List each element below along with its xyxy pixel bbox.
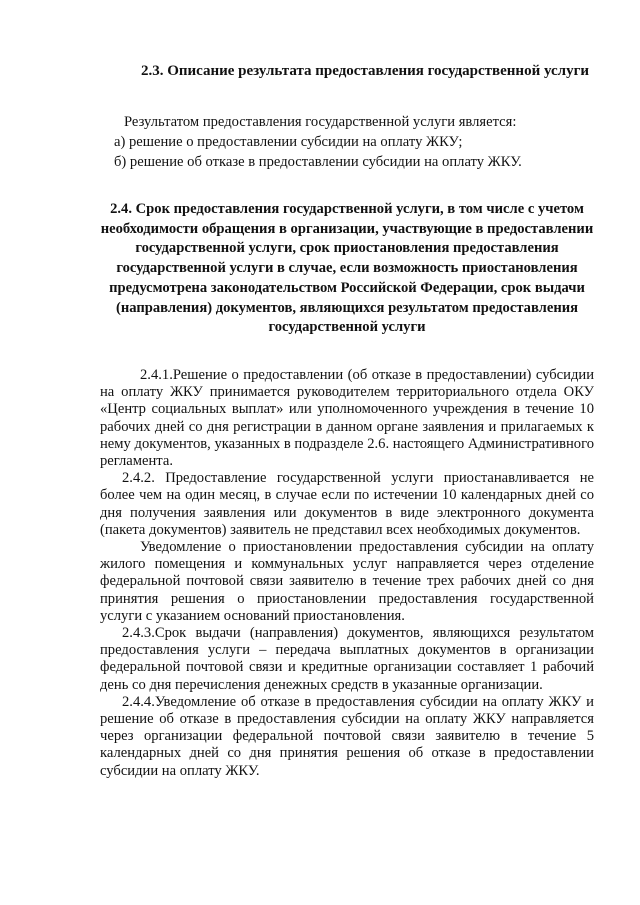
section-2-3-heading: 2.3. Описание результата предоставления государственной услуги xyxy=(140,63,590,79)
paragraph-2-4-4: 2.4.4.Уведомление об отказе в предоставления субсидии на оплату ЖКУ и решение об отказе в предоставления субсидии на оплату ЖКУ направляется через организации федеральной почтовой связи заявителю в течение 5 календарных дней со дня принятия решения об отказе в предоставлении субсидии на оплату ЖКУ. xyxy=(100,693,594,779)
result-item-b: б) решение об отказе в предоставлении субсидии на оплату ЖКУ. xyxy=(114,154,522,170)
paragraph-2-4-3: 2.4.3.Срок выдачи (направления) документов, являющихся результатом предоставления услуги – передача выплатных документов в организации федеральной почтовой связи и кредитные организации составляет 1 рабочий день со дня перечисления денежных средств в указанные организации. xyxy=(100,625,594,693)
paragraph-2-4-1: 2.4.1.Решение о предоставлении (об отказе в предоставлении) субсидии на оплату ЖКУ принимается руководителем территориального отдела ОКУ «Центр социальных выплат» или уполномоченного учреждения в течение 10 рабочих дней со дня регистрации в данном органе заявления и прилагаемых к нему документов, указанных в подразделе 2.6. настоящего Административного регламента. xyxy=(100,367,594,470)
result-item-a: а) решение о предоставлении субсидии на оплату ЖКУ; xyxy=(114,134,463,150)
paragraph-2-4-2: 2.4.2. Предоставление государственной услуги приостанавливается не более чем на один месяц, в случае если по истечении 10 календарных дней со дня получения заявления или документов в виде электронного документа (пакета документов) заявитель не представил всех необходимых документов. xyxy=(100,470,594,538)
result-description xyxy=(114,112,584,172)
section-2-4-heading: 2.4. Срок предоставления государственной услуги, в том числе с учетом необходимости обращения в организации, участвующие в предоставлении государственной услуги, срок приостановления предоставления государственной услуги в случае, если возможность приостановления предусмотрена законодательством Российской Федерации, срок выдачи (направления) документов, являющихся результатом предоставления государственной услуги xyxy=(100,201,594,336)
result-intro: Результатом предоставления государственной услуги является: xyxy=(124,114,517,130)
section-2-4-body xyxy=(100,367,594,780)
paragraph-suspension-notice: Уведомление о приостановлении предоставления субсидии на оплату жилого помещения и коммунальных услуг направляется через отделение федеральной почтовой связи заявителю в течение трех рабочих дней со дня принятия решения о приостановлении предоставления государственной услуги с указанием оснований приостановления. xyxy=(100,539,594,624)
